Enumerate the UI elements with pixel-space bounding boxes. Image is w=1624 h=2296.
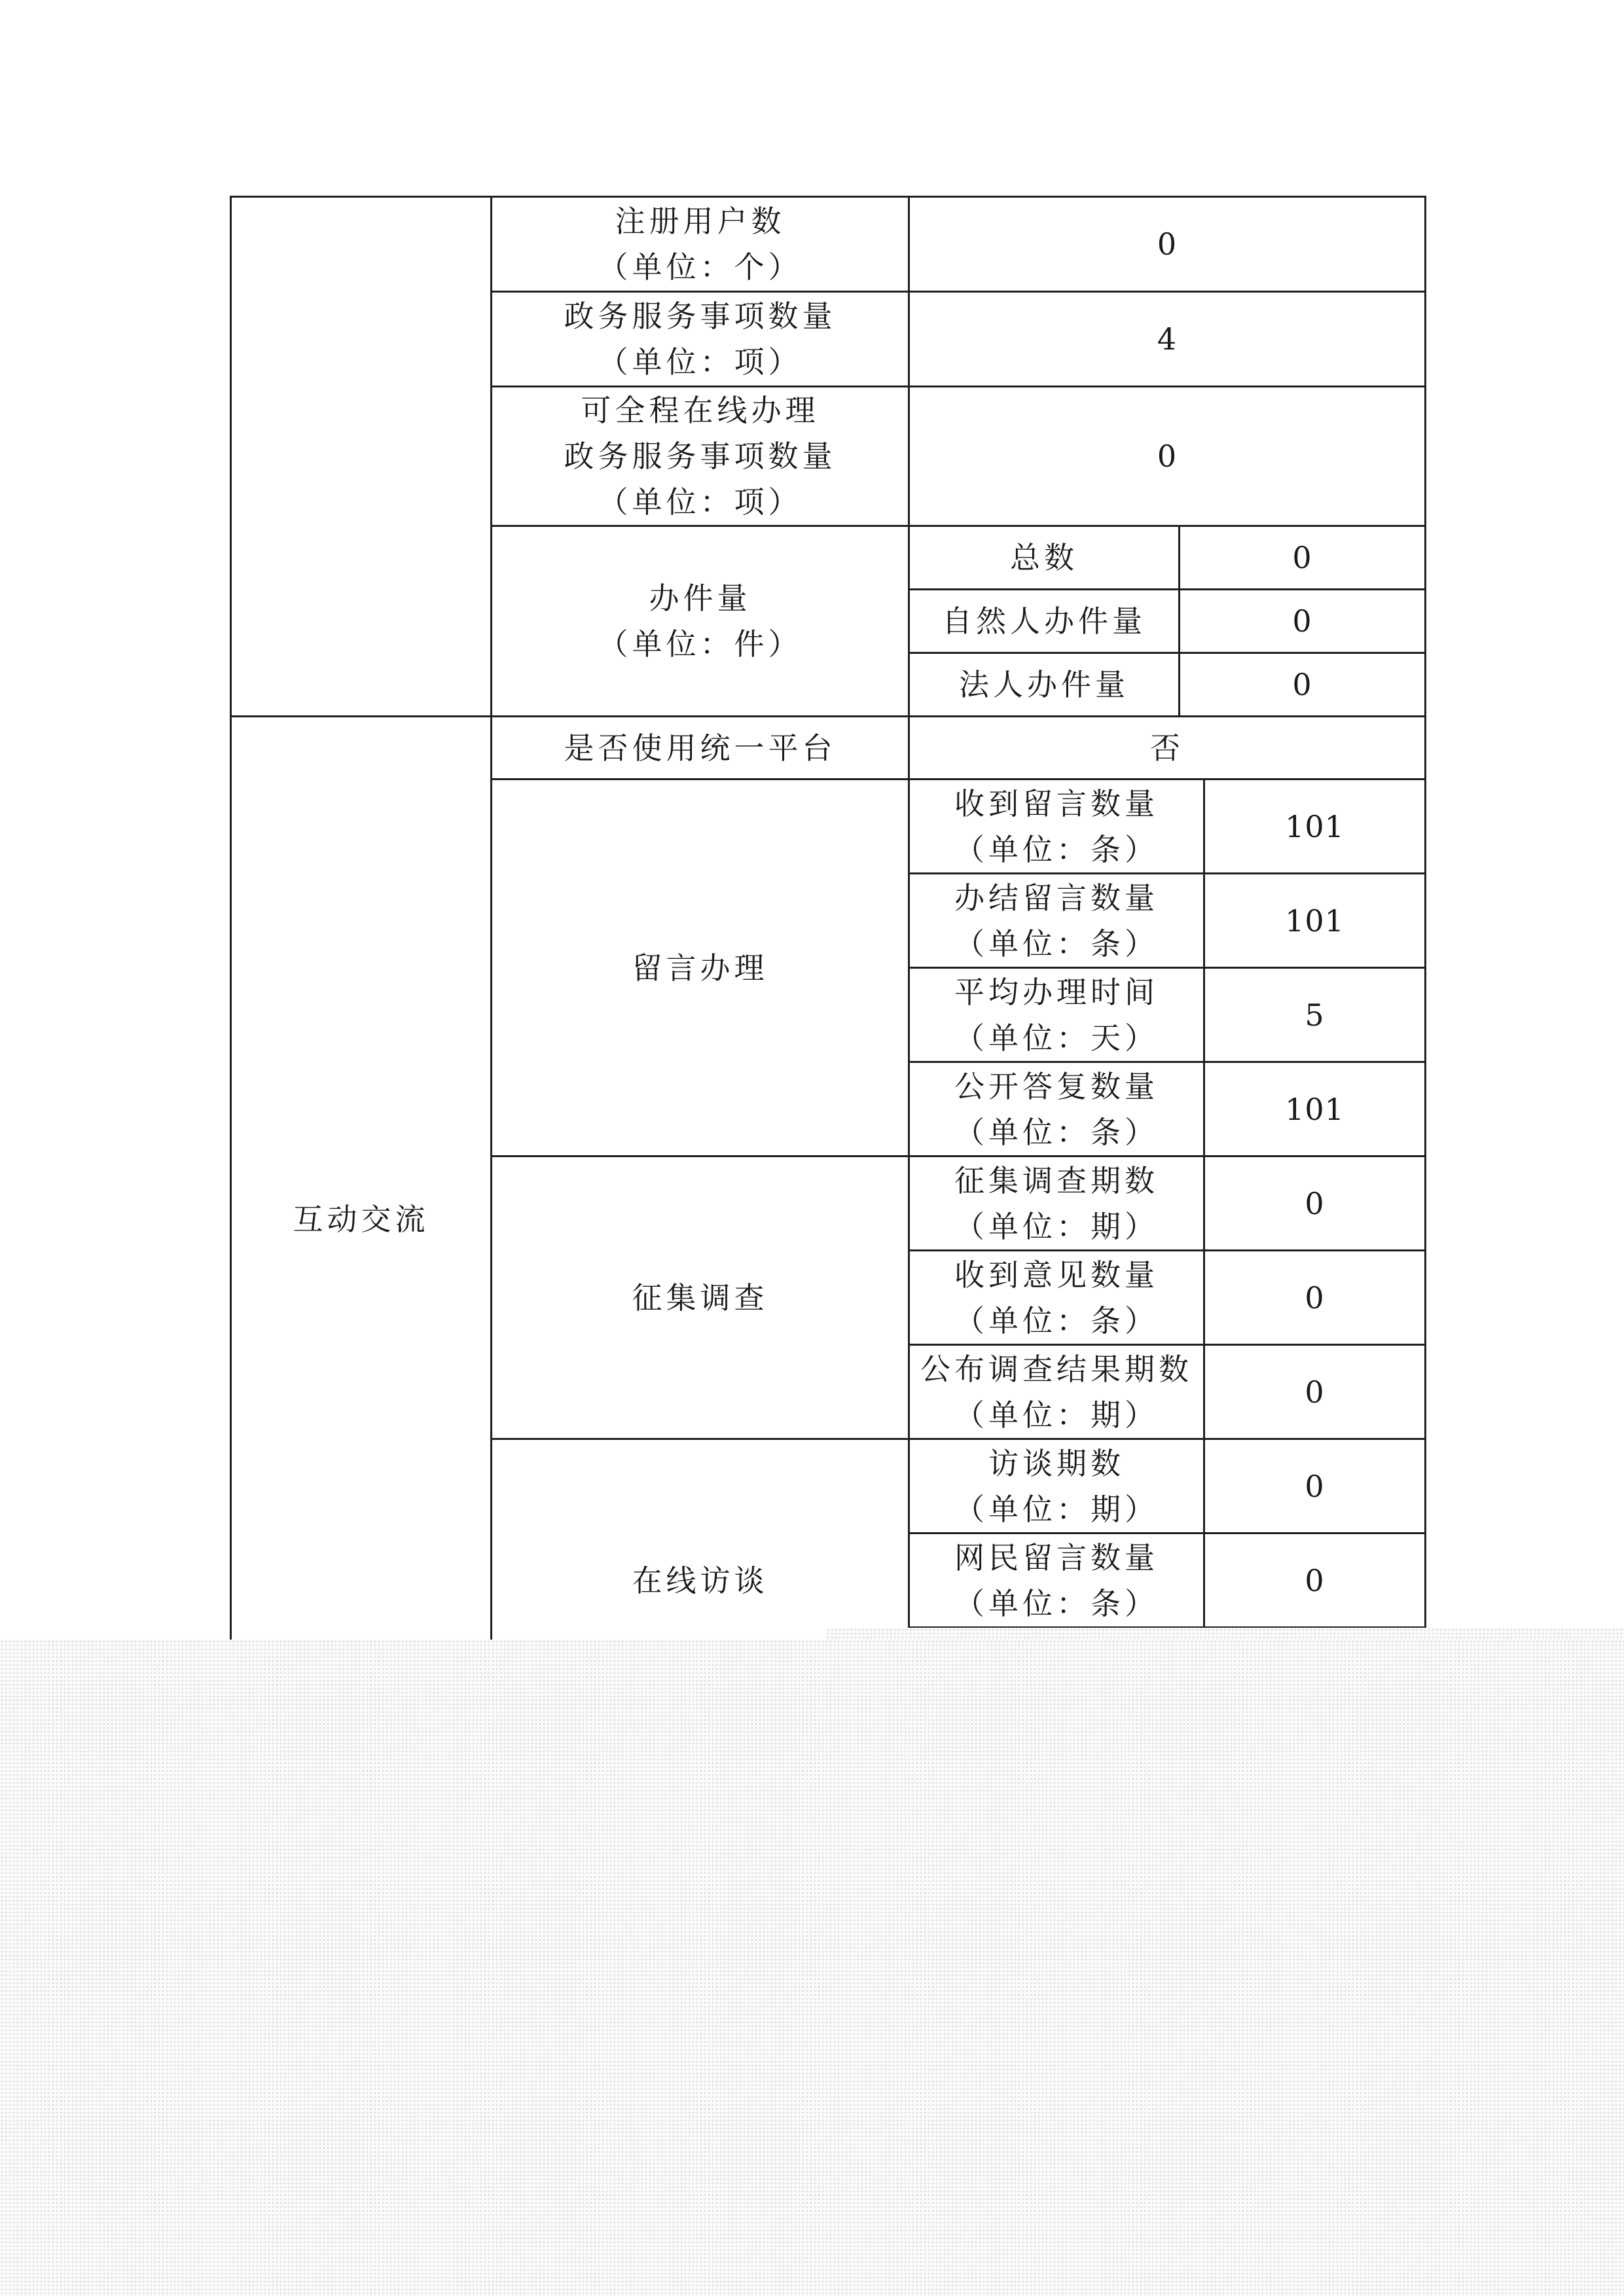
survey-results-label: 公布调查结果期数 （单位：期） — [909, 1345, 1204, 1439]
cases-legal-person-value: 0 — [1180, 653, 1426, 717]
messages-closed-value: 101 — [1204, 874, 1426, 968]
interview-messages-value: 0 — [1204, 1534, 1426, 1628]
service-section-header-cell — [231, 197, 492, 717]
messages-closed-label: 办结留言数量 （单位：条） — [909, 874, 1204, 968]
cases-natural-person-label: 自然人办件量 — [909, 590, 1180, 653]
survey-periods-label: 征集调查期数 （单位：期） — [909, 1157, 1204, 1251]
masked-blank-area — [0, 1640, 1624, 2296]
interview-periods-value: 0 — [1204, 1439, 1426, 1534]
messages-public-replies-label: 公开答复数量 （单位：条） — [909, 1062, 1204, 1157]
online-items-value: 0 — [909, 387, 1426, 526]
registered-users-value: 0 — [909, 197, 1426, 292]
survey-opinions-value: 0 — [1204, 1251, 1426, 1345]
unified-platform-label: 是否使用统一平台 — [492, 717, 909, 780]
survey-label: 征集调查 — [492, 1157, 909, 1439]
survey-periods-value: 0 — [1204, 1157, 1426, 1251]
survey-results-value: 0 — [1204, 1345, 1426, 1439]
interview-messages-label: 网民留言数量 （单位：条） — [909, 1534, 1204, 1628]
messages-label: 留言办理 — [492, 780, 909, 1157]
messages-avg-time-label: 平均办理时间 （单位：天） — [909, 968, 1204, 1062]
cases-legal-person-label: 法人办件量 — [909, 653, 1180, 717]
survey-opinions-label: 收到意见数量 （单位：条） — [909, 1251, 1204, 1345]
masked-area-notch — [826, 1628, 1624, 1641]
cases-total-label: 总数 — [909, 526, 1180, 590]
messages-avg-time-value: 5 — [1204, 968, 1426, 1062]
online-items-label: 可全程在线办理 政务服务事项数量 （单位：项） — [492, 387, 909, 526]
cases-total-value: 0 — [1180, 526, 1426, 590]
cases-natural-person-value: 0 — [1180, 590, 1426, 653]
cases-label: 办件量 （单位：件） — [492, 526, 909, 717]
unified-platform-value: 否 — [909, 717, 1426, 780]
messages-received-label: 收到留言数量 （单位：条） — [909, 780, 1204, 874]
row-registered-users — [231, 197, 1426, 292]
row-unified-platform — [231, 717, 1426, 780]
service-items-value: 4 — [909, 292, 1426, 387]
government-website-stats-table — [230, 196, 1426, 1723]
interview-periods-label: 访谈期数 （单位：期） — [909, 1439, 1204, 1534]
messages-public-replies-value: 101 — [1204, 1062, 1426, 1157]
service-items-label: 政务服务事项数量 （单位：项） — [492, 292, 909, 387]
registered-users-label: 注册用户数 （单位：个） — [492, 197, 909, 292]
messages-received-value: 101 — [1204, 780, 1426, 874]
interview-label: 在线访谈 — [492, 1439, 909, 1722]
interaction-section-title: 互动交流 — [231, 717, 492, 1722]
